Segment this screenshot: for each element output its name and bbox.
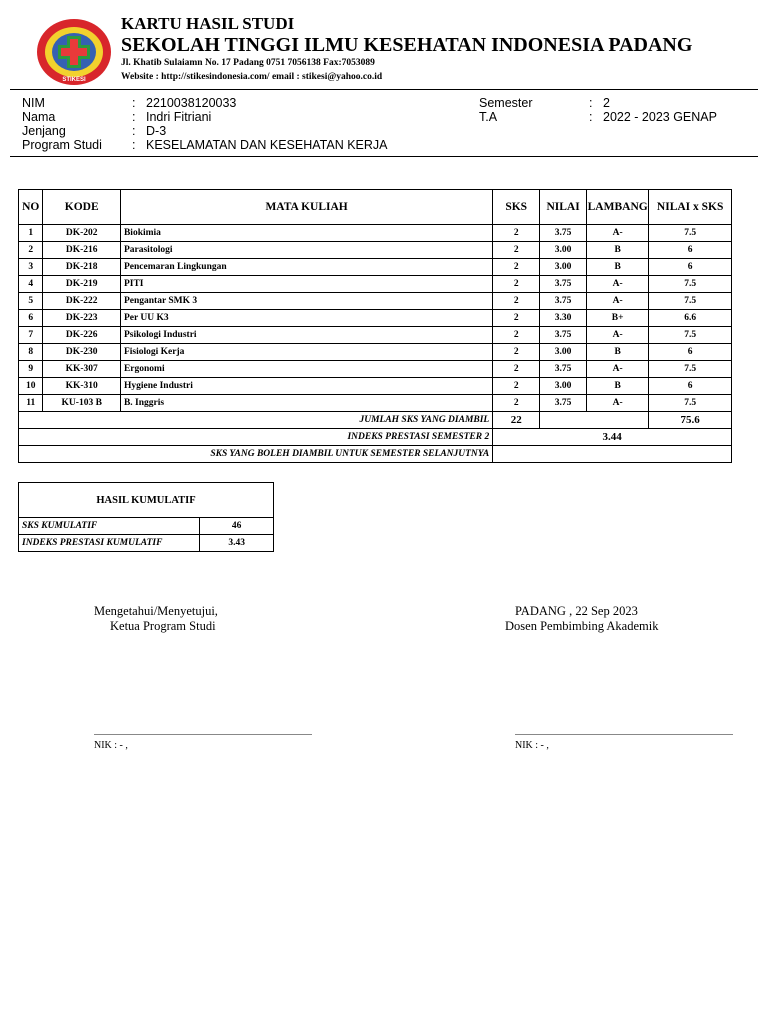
left-signature-rule xyxy=(94,734,312,735)
cell-sks: 2 xyxy=(493,327,540,344)
cell-lambang: B xyxy=(587,344,649,361)
cell-sks: 2 xyxy=(493,310,540,327)
cell-lambang: A- xyxy=(587,293,649,310)
cell-nilai: 3.30 xyxy=(540,310,587,327)
cell-sks: 2 xyxy=(493,361,540,378)
jenjang-colon: : xyxy=(132,124,136,138)
cell-nilai-x-sks: 6 xyxy=(649,378,732,395)
cell-mata-kuliah: Psikologi Industri xyxy=(120,327,492,344)
total-sks-value: 22 xyxy=(493,412,540,429)
cell-sks: 2 xyxy=(493,242,540,259)
document-header xyxy=(121,14,692,84)
cell-nilai-x-sks: 6.6 xyxy=(649,310,732,327)
col-header-kode: KODE xyxy=(43,190,121,225)
cell-lambang: A- xyxy=(587,327,649,344)
total-sks-label: JUMLAH SKS YANG DIAMBIL xyxy=(19,412,493,429)
cell-mata-kuliah: Pencemaran Lingkungan xyxy=(120,259,492,276)
cell-sks: 2 xyxy=(493,259,540,276)
left-signature-line1: Mengetahui/Menyetujui, xyxy=(94,604,218,618)
institution-logo-icon xyxy=(36,18,112,86)
cell-nilai: 3.75 xyxy=(540,361,587,378)
cell-nilai: 3.75 xyxy=(540,225,587,242)
cell-lambang: A- xyxy=(587,361,649,378)
total-empty-cell xyxy=(540,412,649,429)
right-signature-rule xyxy=(515,734,733,735)
grade-row xyxy=(19,344,732,361)
ipk-label: INDEKS PRESTASI KUMULATIF xyxy=(19,535,200,552)
cell-lambang: A- xyxy=(587,225,649,242)
prodi-value: KESELAMATAN DAN KESEHATAN KERJA xyxy=(146,138,388,152)
svg-text:STIKESI: STIKESI xyxy=(62,77,86,83)
cell-lambang: B xyxy=(587,259,649,276)
cell-kode: DK-226 xyxy=(43,327,121,344)
cell-nilai-x-sks: 7.5 xyxy=(649,395,732,412)
cell-sks: 2 xyxy=(493,395,540,412)
ta-label: T.A xyxy=(479,110,498,124)
cell-mata-kuliah: Pengantar SMK 3 xyxy=(120,293,492,310)
semester-colon: : xyxy=(589,96,593,110)
jenjang-label: Jenjang xyxy=(22,124,66,138)
sks-kumulatif-label: SKS KUMULATIF xyxy=(19,518,200,535)
cell-no: 5 xyxy=(19,293,43,310)
semester-label: Semester xyxy=(479,96,533,110)
cell-sks: 2 xyxy=(493,344,540,361)
cell-sks: 2 xyxy=(493,378,540,395)
institution-website: Website : http://stikesindonesia.com/ email : stikesi@yahoo.co.id xyxy=(121,72,383,82)
header-divider xyxy=(10,89,758,90)
cell-nilai: 3.75 xyxy=(540,293,587,310)
cumulative-table xyxy=(18,482,274,552)
cell-nilai-x-sks: 6 xyxy=(649,344,732,361)
cell-no: 8 xyxy=(19,344,43,361)
cell-nilai-x-sks: 7.5 xyxy=(649,276,732,293)
sks-kumulatif-value: 46 xyxy=(200,518,274,535)
cell-lambang: B xyxy=(587,378,649,395)
cell-kode: DK-202 xyxy=(43,225,121,242)
cell-nilai-x-sks: 7.5 xyxy=(649,293,732,310)
sks-kumulatif-row xyxy=(19,518,274,535)
cell-sks: 2 xyxy=(493,293,540,310)
cell-lambang: B xyxy=(587,242,649,259)
col-header-mata-kuliah: MATA KULIAH xyxy=(120,190,492,225)
grades-header-row xyxy=(19,190,732,225)
right-signature-date: PADANG , 22 Sep 2023 xyxy=(515,604,638,618)
cell-nilai: 3.75 xyxy=(540,327,587,344)
nama-value: Indri Fitriani xyxy=(146,110,212,124)
cell-mata-kuliah: Ergonomi xyxy=(120,361,492,378)
cell-kode: DK-222 xyxy=(43,293,121,310)
col-header-no: NO xyxy=(19,190,43,225)
cell-kode: DK-216 xyxy=(43,242,121,259)
cell-nilai: 3.00 xyxy=(540,378,587,395)
nama-colon: : xyxy=(132,110,136,124)
cell-sks: 2 xyxy=(493,225,540,242)
grade-row xyxy=(19,378,732,395)
col-header-nilai: NILAI xyxy=(540,190,587,225)
semester-value: 2 xyxy=(603,96,610,110)
grade-row xyxy=(19,293,732,310)
cell-no: 1 xyxy=(19,225,43,242)
cell-no: 7 xyxy=(19,327,43,344)
ips-label: INDEKS PRESTASI SEMESTER 2 xyxy=(19,429,493,446)
institution-address: Jl. Khatib Sulaiamn No. 17 Padang 0751 7056138 Fax:7053089 xyxy=(121,58,375,68)
cell-mata-kuliah: B. Inggris xyxy=(120,395,492,412)
ta-value: 2022 - 2023 GENAP xyxy=(603,110,717,124)
next-sks-value xyxy=(493,446,732,463)
right-signature-line2: Dosen Pembimbing Akademik xyxy=(505,619,659,633)
cell-no: 9 xyxy=(19,361,43,378)
nama-label: Nama xyxy=(22,110,56,124)
cell-lambang: A- xyxy=(587,276,649,293)
cell-nilai: 3.75 xyxy=(540,395,587,412)
cell-no: 2 xyxy=(19,242,43,259)
cell-kode: KK-310 xyxy=(43,378,121,395)
cumulative-title: HASIL KUMULATIF xyxy=(19,483,274,518)
prodi-colon: : xyxy=(132,138,136,152)
cell-kode: DK-230 xyxy=(43,344,121,361)
col-header-lambang: LAMBANG xyxy=(587,190,649,225)
cell-kode: DK-218 xyxy=(43,259,121,276)
cell-mata-kuliah: Per UU K3 xyxy=(120,310,492,327)
cell-nilai: 3.00 xyxy=(540,259,587,276)
col-header-sks: SKS xyxy=(493,190,540,225)
nim-label: NIM xyxy=(22,96,45,110)
grades-table xyxy=(18,189,732,463)
institution-name: SEKOLAH TINGGI ILMU KESEHATAN INDONESIA PADANG xyxy=(121,34,693,56)
cell-no: 3 xyxy=(19,259,43,276)
prodi-label: Program Studi xyxy=(22,138,102,152)
cell-lambang: B+ xyxy=(587,310,649,327)
cell-nilai-x-sks: 7.5 xyxy=(649,225,732,242)
cell-lambang: A- xyxy=(587,395,649,412)
cell-no: 10 xyxy=(19,378,43,395)
cell-kode: KU-103 B xyxy=(43,395,121,412)
cell-no: 4 xyxy=(19,276,43,293)
cell-nilai-x-sks: 6 xyxy=(649,242,732,259)
cell-mata-kuliah: Parasitologi xyxy=(120,242,492,259)
jenjang-value: D-3 xyxy=(146,124,167,138)
ips-row xyxy=(19,429,732,446)
cell-nilai-x-sks: 6 xyxy=(649,259,732,276)
cell-mata-kuliah: Fisiologi Kerja xyxy=(120,344,492,361)
info-divider xyxy=(10,156,758,157)
total-sks-row xyxy=(19,412,732,429)
col-header-nilai-x-sks: NILAI x SKS xyxy=(649,190,732,225)
ipk-row xyxy=(19,535,274,552)
ta-colon: : xyxy=(589,110,593,124)
grade-row xyxy=(19,310,732,327)
grade-row xyxy=(19,361,732,378)
next-sks-row xyxy=(19,446,732,463)
nim-colon: : xyxy=(132,96,136,110)
right-nik: NIK : - , xyxy=(515,740,549,751)
cell-mata-kuliah: PITI xyxy=(120,276,492,293)
grade-row xyxy=(19,327,732,344)
cell-nilai: 3.00 xyxy=(540,242,587,259)
cell-nilai: 3.75 xyxy=(540,276,587,293)
cell-mata-kuliah: Hygiene Industri xyxy=(120,378,492,395)
cell-nilai-x-sks: 7.5 xyxy=(649,361,732,378)
cell-no: 11 xyxy=(19,395,43,412)
grade-row xyxy=(19,276,732,293)
cell-sks: 2 xyxy=(493,276,540,293)
left-nik: NIK : - , xyxy=(94,740,128,751)
document-title: KARTU HASIL STUDI xyxy=(121,14,295,33)
cell-nilai: 3.00 xyxy=(540,344,587,361)
total-nilai-sks-value: 75.6 xyxy=(649,412,732,429)
cell-mata-kuliah: Biokimia xyxy=(120,225,492,242)
grade-row xyxy=(19,242,732,259)
cell-no: 6 xyxy=(19,310,43,327)
grade-row xyxy=(19,395,732,412)
next-sks-label: SKS YANG BOLEH DIAMBIL UNTUK SEMESTER SELANJUTNYA xyxy=(19,446,493,463)
cell-kode: KK-307 xyxy=(43,361,121,378)
cell-kode: DK-219 xyxy=(43,276,121,293)
ipk-value: 3.43 xyxy=(200,535,274,552)
grade-row xyxy=(19,225,732,242)
ips-value: 3.44 xyxy=(493,429,732,446)
left-signature-line2: Ketua Program Studi xyxy=(110,619,216,633)
nim-value: 2210038120033 xyxy=(146,96,237,110)
cell-kode: DK-223 xyxy=(43,310,121,327)
cell-nilai-x-sks: 7.5 xyxy=(649,327,732,344)
grade-row xyxy=(19,259,732,276)
